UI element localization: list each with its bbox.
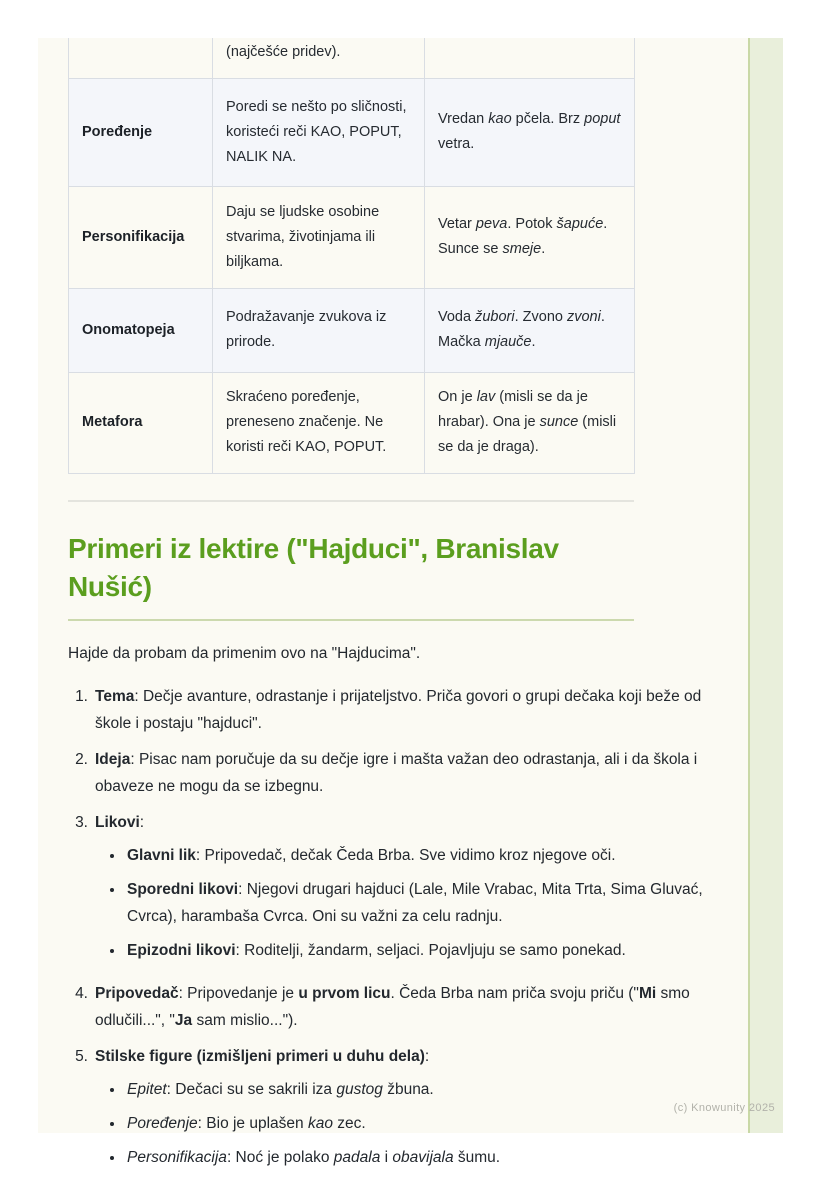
page-content bbox=[38, 38, 748, 1178]
figure-example-cell: On je lav (misli se da je hrabar). Ona je sunce (misli se da je draga). bbox=[425, 372, 635, 473]
list-item-lead: Stilske figure (izmišljeni primeri u duhu dela): bbox=[95, 1047, 430, 1065]
list-item-text: Tema: Dečje avanture, odrastanje i prijateljstvo. Priča govori o grupi dečaka koji beže od škole i postaju "hajduci". bbox=[95, 687, 702, 732]
table-row bbox=[69, 78, 635, 186]
table-row bbox=[69, 288, 635, 372]
bullet-list bbox=[95, 1076, 718, 1171]
figure-definition-cell: Poredi se nešto po sličnosti, koristeći reči KAO, POPUT, NALIK NA. bbox=[213, 78, 425, 186]
bullet-list bbox=[95, 842, 718, 964]
next-page-edge-strip bbox=[748, 38, 783, 1133]
bullet-item: • Epizodni likovi: Roditelji, žandarm, seljaci. Pojavljuju se samo ponekad. bbox=[125, 937, 718, 964]
figure-term-cell: Poređenje bbox=[69, 78, 213, 186]
list-item bbox=[68, 683, 718, 737]
list-item-number: 1. bbox=[75, 687, 88, 705]
figure-example-cell: Vredan kao pčela. Brz poput vetra. bbox=[425, 78, 635, 186]
table-row bbox=[69, 186, 635, 288]
list-item-text: Pripovedač: Pripovedanje je u prvom licu. Čeda Brba nam priča svoju priču ("Mi smo odlučili...", "Ja sam mislio..."). bbox=[95, 984, 690, 1029]
figure-definition-cell: Daju se ljudske osobine stvarima, životinjama ili biljkama. bbox=[213, 186, 425, 288]
figure-term-cell: Metafora bbox=[69, 372, 213, 473]
list-item bbox=[68, 1043, 718, 1178]
document-page bbox=[38, 38, 748, 1166]
table-row bbox=[69, 372, 635, 473]
numbered-list bbox=[68, 683, 718, 1178]
list-item bbox=[68, 980, 718, 1034]
bullet-item: • Glavni lik: Pripovedač, dečak Čeda Brba. Sve vidimo kroz njegove oči. bbox=[125, 842, 718, 869]
list-item-text: Ideja: Pisac nam poručuje da su dečje igre i mašta važan deo odrastanja, ali i da škola i obaveze ne mogu da se izbegnu. bbox=[95, 750, 698, 795]
bullet-item: • Personifikacija: Noć je polako padala i obavijala šumu. bbox=[125, 1144, 718, 1171]
list-item bbox=[68, 746, 718, 800]
bullet-item: • Poređenje: Bio je uplašen kao zec. bbox=[125, 1110, 718, 1137]
section-divider bbox=[68, 500, 634, 502]
figure-term-cell: Onomatopeja bbox=[69, 288, 213, 372]
bullet-item: • Epitet: Dečaci su se sakrili iza gustog žbuna. bbox=[125, 1076, 718, 1103]
figure-example-cell: Voda žubori. Zvono zvoni. Mačka mjauče. bbox=[425, 288, 635, 372]
list-item-text bbox=[95, 809, 718, 971]
figure-term-cell: Personifikacija bbox=[69, 186, 213, 288]
list-item-number: 3. bbox=[75, 813, 88, 831]
bullet-item: • Sporedni likovi: Njegovi drugari hajduci (Lale, Mile Vrabac, Mita Trta, Sima Gluvać, Cvrca), harambaša Cvrca. Oni su važni za celu radnju. bbox=[125, 876, 718, 930]
figure-definition-cell: (najčešće pridev). bbox=[213, 38, 425, 78]
figure-example-cell bbox=[425, 38, 635, 78]
list-item-number: 4. bbox=[75, 984, 88, 1002]
list-item-text bbox=[95, 1043, 718, 1178]
section-heading: Primeri iz lektire ("Hajduci", Branislav Nušić) bbox=[68, 530, 634, 621]
table-row bbox=[69, 38, 635, 78]
intro-paragraph: Hajde da probam da primenim ovo na "Hajducima". bbox=[68, 644, 421, 662]
figure-definition-cell: Skraćeno poređenje, preneseno značenje. Ne koristi reči KAO, POPUT. bbox=[213, 372, 425, 473]
list-item-number: 5. bbox=[75, 1047, 88, 1065]
figure-example-cell: Vetar peva. Potok šapuće. Sunce se smeje. bbox=[425, 186, 635, 288]
figure-term-cell bbox=[69, 38, 213, 78]
list-item-lead: Likovi: bbox=[95, 813, 145, 831]
figure-definition-cell: Podražavanje zvukova iz prirode. bbox=[213, 288, 425, 372]
stylistic-figures-table bbox=[68, 38, 635, 474]
list-item-number: 2. bbox=[75, 750, 88, 768]
watermark: (c) Knowunity 2025 bbox=[673, 1102, 775, 1114]
list-item bbox=[68, 809, 718, 971]
